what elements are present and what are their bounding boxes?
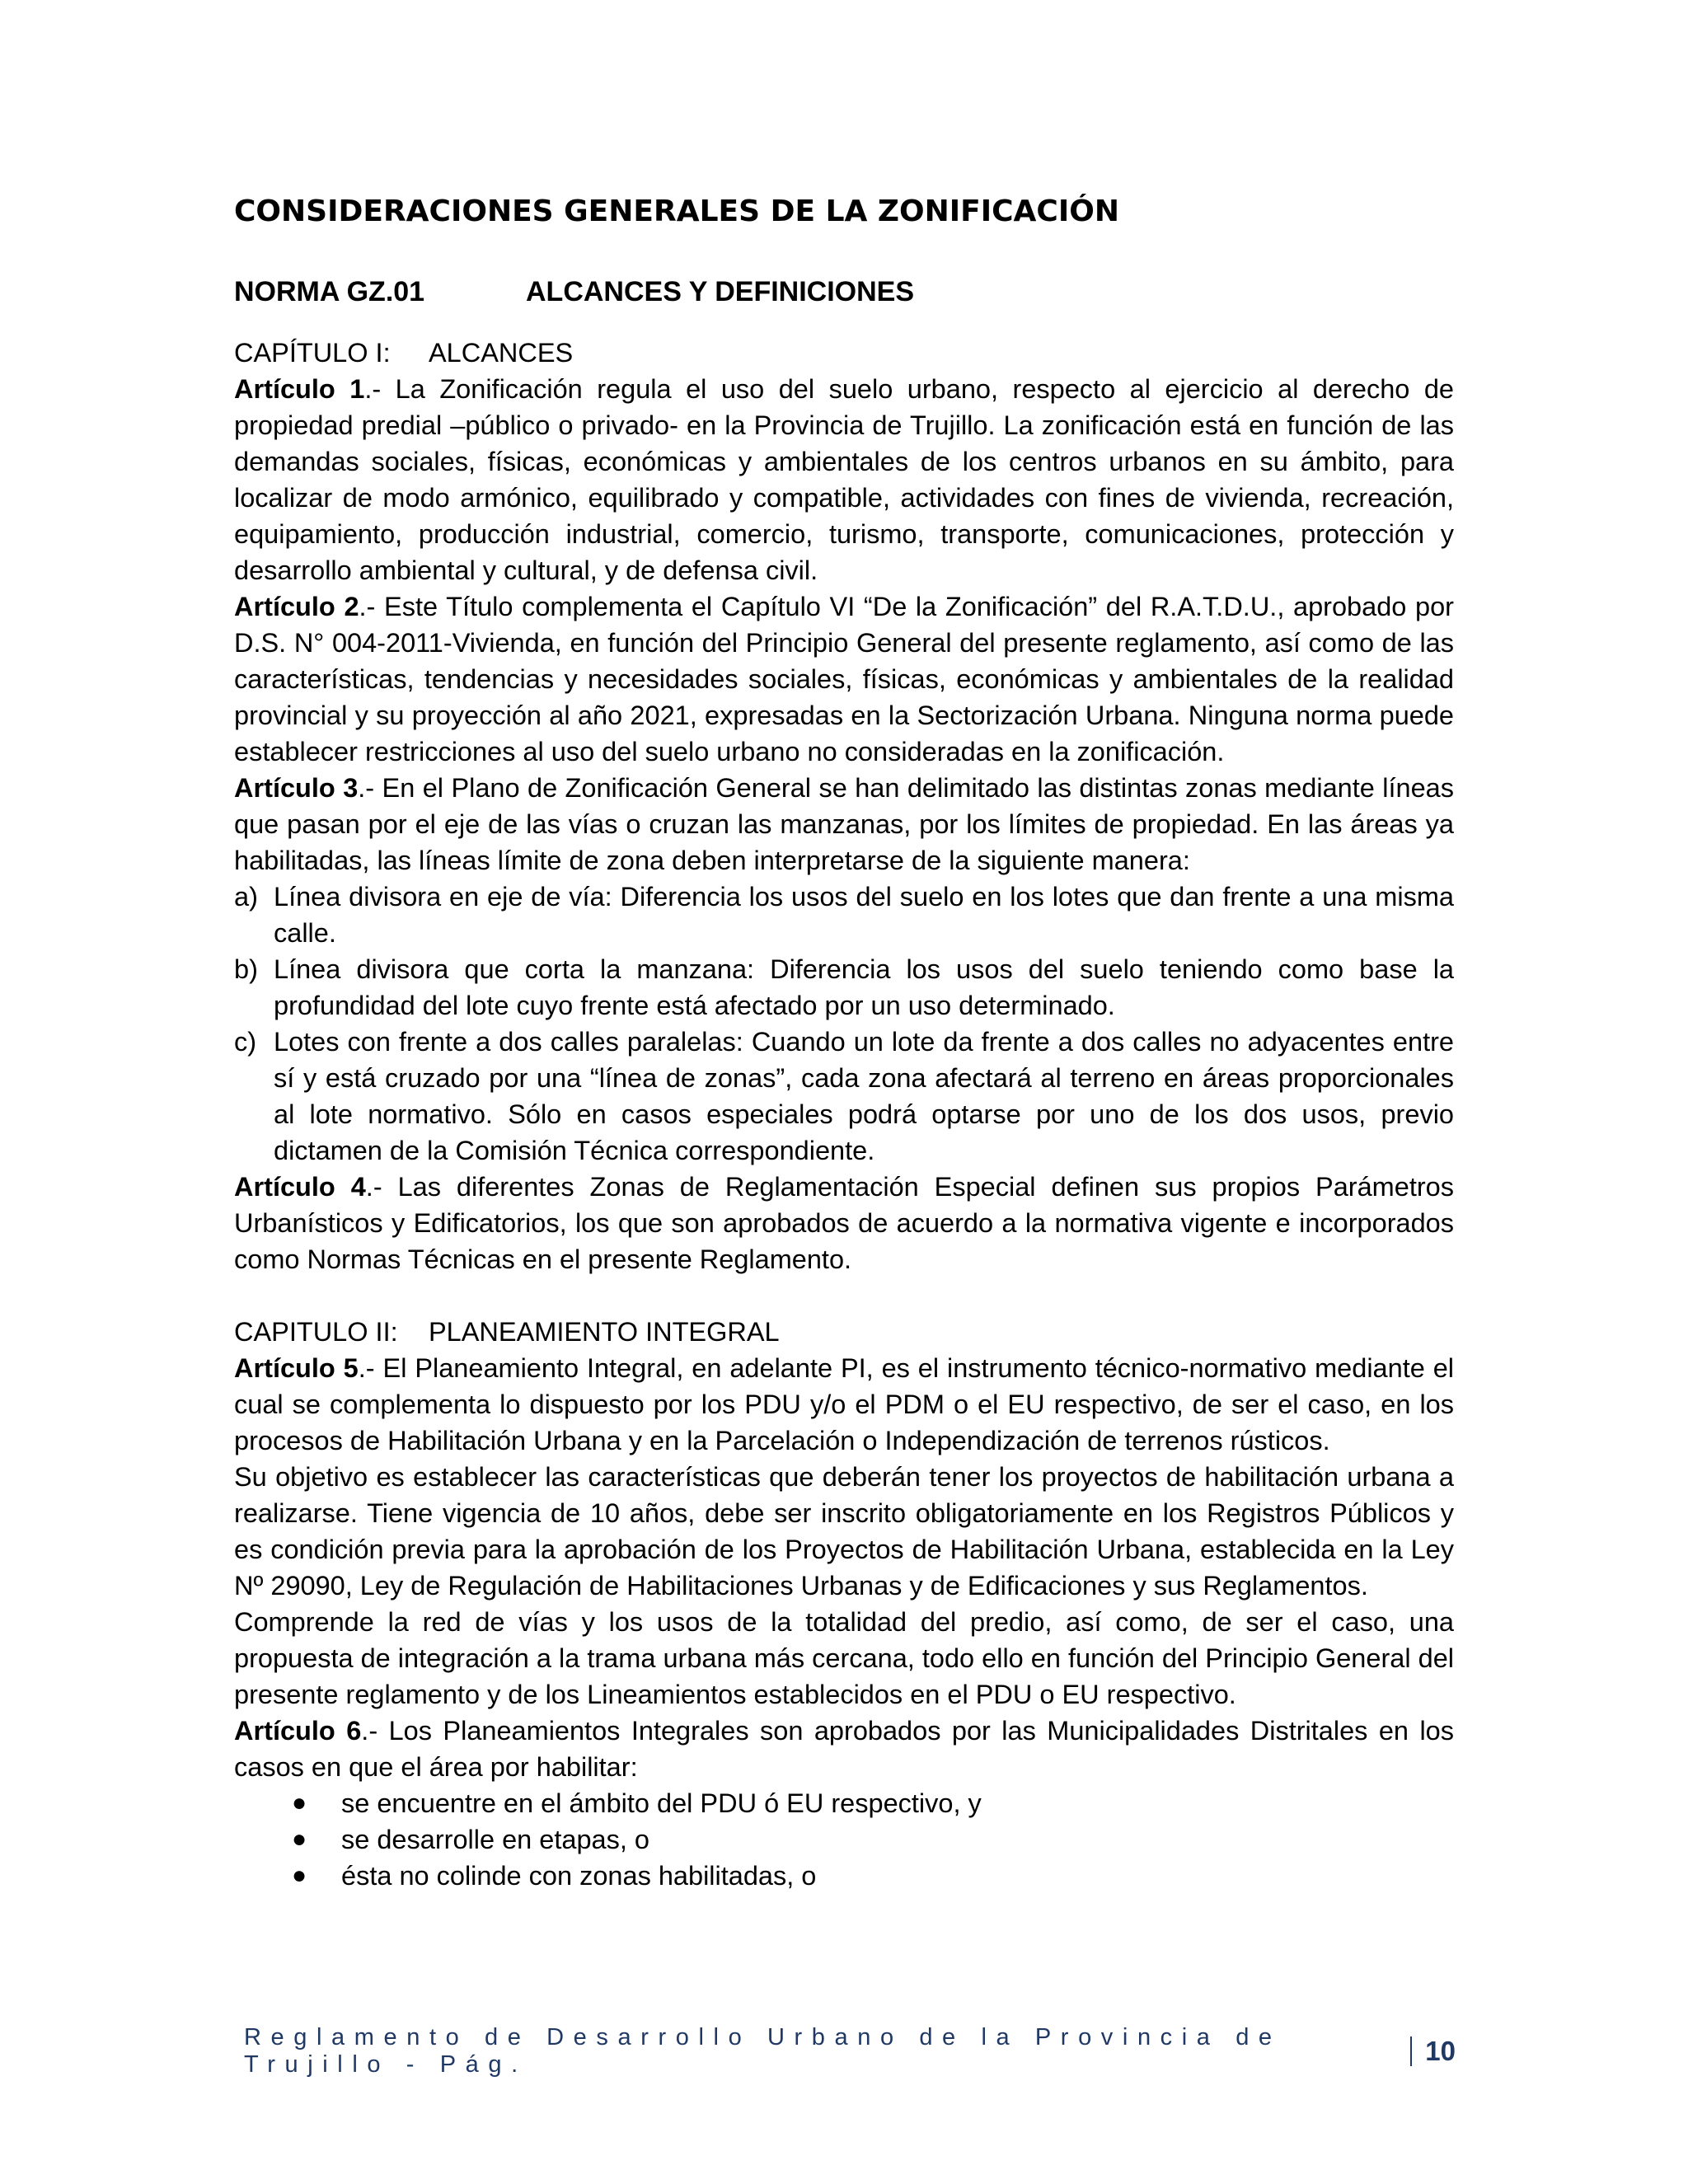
article-label: Artículo 3 <box>234 773 359 803</box>
list-marker: b) <box>234 954 258 984</box>
chapter-name: ALCANCES <box>429 338 574 368</box>
article-label: Artículo 2 <box>234 592 359 621</box>
article-3 <box>234 770 1454 879</box>
article-4 <box>234 1169 1454 1277</box>
article-label: Artículo 5 <box>234 1353 359 1383</box>
article-6 <box>234 1713 1454 1785</box>
article-text: .- Los Planeamientos Integrales son aprobados por las Municipalidades Distritales en los casos en que el área por habilitar: <box>234 1716 1454 1782</box>
chapter-name: PLANEAMIENTO INTEGRAL <box>429 1317 780 1347</box>
list-item-text: se encuentre en el ámbito del PDU ó EU respectivo, y <box>341 1788 982 1818</box>
article-text: .- Este Título complementa el Capítulo VI “De la Zonificación” del R.A.T.D.U., aprobado por D.S. N° 004-2011-Vivienda, en función del Principio General del presente reglamento, así como de las características, tendencias y necesidades sociales, físicas, económicas y ambientales de la realidad provincial y su proyección al año 2021, expresadas en la Sectorización Urbana. Ninguna norma puede establecer restricciones al uso del suelo urbano no consideradas en la zonificación. <box>234 592 1454 766</box>
chapter-heading <box>234 1314 1454 1350</box>
bullet-icon: ● <box>292 1789 307 1816</box>
list-marker: a) <box>234 882 258 912</box>
list-item-text: Línea divisora en eje de vía: Diferencia los usos del suelo en los lotes que dan frente a una misma calle. <box>274 882 1454 948</box>
list-item <box>234 879 1454 951</box>
chapter-label: CAPÍTULO I: <box>234 338 391 368</box>
article-label: Artículo 1 <box>234 374 365 404</box>
norma-heading <box>234 276 1454 308</box>
list-item <box>234 1858 1454 1894</box>
article-label: Artículo 6 <box>234 1716 362 1746</box>
article-5-paragraph-3: Comprende la red de vías y los usos de la totalidad del predio, así como, de ser el caso, una propuesta de integración a la trama urbana más cercana, todo ello en función del Principio General del presente reglamento y de los Lineamientos establecidos en el PDU o EU respectivo. <box>234 1607 1454 1709</box>
article-5-paragraph-2: Su objetivo es establecer las características que deberán tener los proyectos de habilitación urbana a realizarse. Tiene vigencia de 10 años, debe ser inscrito obligatoriamente en los Registros Públicos y es condición previa para la aprobación de los Proyectos de Habilitación Urbana, establecida en la Ley Nº 29090, Ley de Regulación de Habilitaciones Urbanas y de Edificaciones y sus Reglamentos. <box>234 1462 1454 1601</box>
list-item-text: Línea divisora que corta la manzana: Diferencia los usos del suelo teniendo como base la profundidad del lote cuyo frente está afectado por un uso determinado. <box>274 954 1454 1020</box>
article-text: .- El Planeamiento Integral, en adelante PI, es el instrumento técnico-normativo mediante el cual se complementa lo dispuesto por los PDU y/o el PDM o el EU respectivo, de ser el caso, en los procesos de Habilitación Urbana y en la Parcelación o Independización de terrenos rústicos. <box>234 1353 1454 1455</box>
norma-code: NORMA GZ.01 <box>234 276 425 307</box>
document-page <box>234 194 1454 1894</box>
article-text: .- La Zonificación regula el uso del suelo urbano, respecto al ejercicio al derecho de propiedad predial –público o privado- en la Provincia de Trujillo. La zonificación está en función de las demandas sociales, físicas, económicas y ambientales de los centros urbanos en su ámbito, para localizar de modo armónico, equilibrado y compatible, actividades con fines de vivienda, recreación, equipamiento, producción industrial, comercio, turismo, transporte, comunicaciones, protección y desarrollo ambiental y cultural, y de defensa civil. <box>234 374 1454 585</box>
list-item-text: se desarrolle en etapas, o <box>341 1825 649 1854</box>
list-marker: c) <box>234 1027 257 1057</box>
article-2 <box>234 588 1454 770</box>
article-text: .- Las diferentes Zonas de Reglamentación Especial definen sus propios Parámetros Urbanísticos y Edificatorios, los que son aprobados de acuerdo a la normativa vigente e incorporados como Normas Técnicas en el presente Reglamento. <box>234 1172 1454 1274</box>
norma-name: ALCANCES Y DEFINICIONES <box>526 276 915 307</box>
list-item <box>234 951 1454 1024</box>
list-item <box>234 1821 1454 1858</box>
article-1 <box>234 371 1454 588</box>
footer-separator <box>1410 2036 1413 2066</box>
chapter-heading <box>234 335 1454 371</box>
bullet-icon: ● <box>292 1825 307 1853</box>
chapter-label: CAPITULO II: <box>234 1317 398 1347</box>
article-text: .- En el Plano de Zonificación General se han delimitado las distintas zonas mediante líneas que pasan por el eje de las vías o cruzan las manzanas, por los límites de propiedad. En las áreas ya habilitadas, las líneas límite de zona deben interpretarse de la siguiente manera: <box>234 773 1454 875</box>
article-label: Artículo 4 <box>234 1172 366 1202</box>
footer-text: Reglamento de Desarrollo Urbano de la Provincia de Trujillo - Pág. <box>244 2024 1282 2078</box>
list-item <box>234 1024 1454 1169</box>
article-6-list <box>234 1785 1454 1894</box>
page-title: CONSIDERACIONES GENERALES DE LA ZONIFICACIÓN <box>234 194 1119 228</box>
list-item <box>234 1785 1454 1821</box>
document-body <box>234 335 1454 1894</box>
article-5 <box>234 1350 1454 1459</box>
page-number: 10 <box>1425 2036 1456 2066</box>
bullet-icon: ● <box>292 1862 307 1889</box>
page-footer <box>244 2024 1456 2079</box>
list-item-text: ésta no colinde con zonas habilitadas, o <box>341 1861 817 1891</box>
article-3-list <box>234 879 1454 1169</box>
list-item-text: Lotes con frente a dos calles paralelas: Cuando un lote da frente a dos calles no adyacentes entre sí y está cruzado por una “línea de zonas”, cada zona afectará al terreno en áreas proporcionales al lote normativo. Sólo en casos especiales podrá optarse por uno de los dos usos, previo dictamen de la Comisión Técnica correspondiente. <box>274 1027 1454 1165</box>
